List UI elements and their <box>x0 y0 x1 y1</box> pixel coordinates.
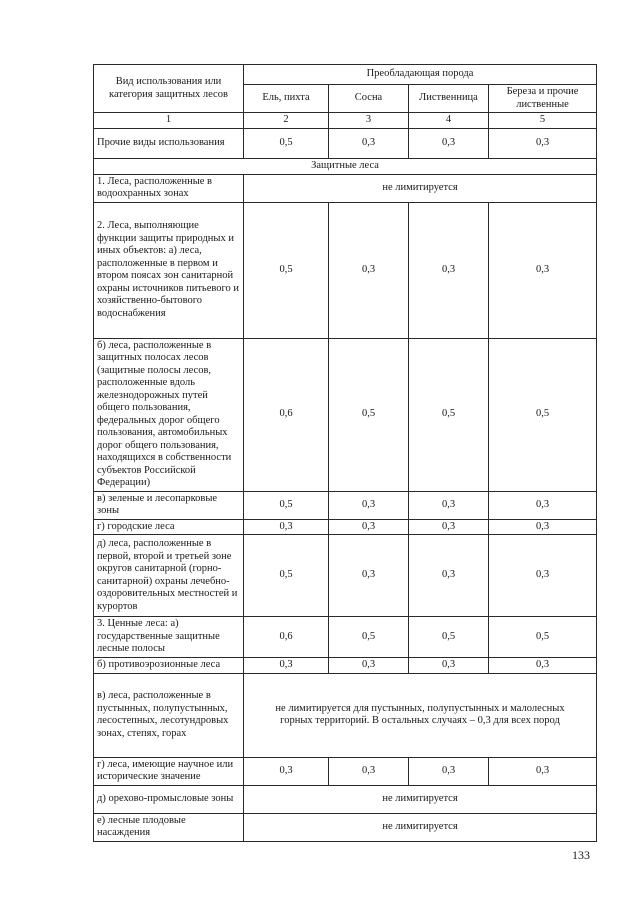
value-cell: 0,3 <box>329 535 409 617</box>
column-number: 1 <box>94 113 244 129</box>
row-label: 2. Леса, выполняющие функции защиты природных и иных объектов: а) леса, расположенные в первом и втором поясах зон санитарной охраны источников питьевого и хозяйственно-бытового водоснабжения <box>94 202 244 338</box>
value-cell: 0,5 <box>329 617 409 658</box>
row-label: Прочие виды использования <box>94 128 244 158</box>
value-cell: 0,3 <box>409 757 489 785</box>
value-cell: 0,3 <box>329 757 409 785</box>
value-cell: 0,5 <box>489 338 597 491</box>
table-row <box>94 128 597 158</box>
column-number: 3 <box>329 113 409 129</box>
value-cell: 0,3 <box>329 658 409 674</box>
value-cell: 0,3 <box>489 658 597 674</box>
row-label: д) леса, расположенные в первой, второй и третьей зоне округов санитарной (горно-санитарной) охраны лечебно-оздоровительных местностей и курортов <box>94 535 244 617</box>
value-cell: 0,3 <box>409 128 489 158</box>
value-cell: 0,3 <box>489 535 597 617</box>
row-label: 3. Ценные леса: а) государственные защитные лесные полосы <box>94 617 244 658</box>
column-number: 2 <box>244 113 329 129</box>
value-cell: 0,5 <box>409 617 489 658</box>
value-cell: 0,5 <box>489 617 597 658</box>
row-label: г) леса, имеющие научное или исторические значение <box>94 757 244 785</box>
species-group-header: Преобладающая порода <box>244 65 597 85</box>
row-label: г) городские леса <box>94 519 244 535</box>
species-header: Сосна <box>329 85 409 113</box>
table-row <box>94 813 597 841</box>
value-cell: 0,5 <box>244 202 329 338</box>
value-cell: 0,3 <box>489 202 597 338</box>
value-cell: 0,3 <box>489 757 597 785</box>
table-row <box>94 202 597 338</box>
merged-value-cell: не лимитируется <box>244 174 597 202</box>
table-row <box>94 535 597 617</box>
value-cell: 0,3 <box>329 128 409 158</box>
row-label: в) зеленые и лесопарковые зоны <box>94 491 244 519</box>
row-label: д) орехово-промысловые зоны <box>94 785 244 813</box>
value-cell: 0,6 <box>244 617 329 658</box>
row-label: в) леса, расположенные в пустынных, полупустынных, лесостепных, лесотундровых зонах, степях, горах <box>94 673 244 757</box>
value-cell: 0,3 <box>489 491 597 519</box>
value-cell: 0,5 <box>409 338 489 491</box>
table-row <box>94 519 597 535</box>
value-cell: 0,3 <box>409 519 489 535</box>
table-row <box>94 491 597 519</box>
logging-norms-table <box>93 64 597 842</box>
value-cell: 0,5 <box>244 535 329 617</box>
value-cell: 0,3 <box>244 519 329 535</box>
value-cell: 0,3 <box>244 757 329 785</box>
value-cell: 0,3 <box>409 491 489 519</box>
species-header: Береза и прочие лиственные <box>489 85 597 113</box>
value-cell: 0,3 <box>489 519 597 535</box>
table-row <box>94 338 597 491</box>
merged-value-cell: не лимитируется <box>244 785 597 813</box>
value-cell: 0,6 <box>244 338 329 491</box>
table-row <box>94 785 597 813</box>
row-label: 1. Леса, расположенные в водоохранных зонах <box>94 174 244 202</box>
column-number-row <box>94 113 597 129</box>
value-cell: 0,3 <box>329 491 409 519</box>
value-cell: 0,5 <box>329 338 409 491</box>
value-cell: 0,3 <box>329 519 409 535</box>
column-number: 5 <box>489 113 597 129</box>
row-label: б) противоэрозионные леса <box>94 658 244 674</box>
value-cell: 0,3 <box>409 535 489 617</box>
value-cell: 0,3 <box>489 128 597 158</box>
table-row <box>94 673 597 757</box>
table-row <box>94 174 597 202</box>
row-label: б) леса, расположенные в защитных полосах лесов (защитные полосы лесов, расположенные вдоль железнодорожных путей общего пользования, федеральных дорог общего пользования, автомобильных дорог общего пользования, находящихся в собственности субъектов Российской Федерации) <box>94 338 244 491</box>
merged-value-cell: не лимитируется <box>244 813 597 841</box>
value-cell: 0,5 <box>244 128 329 158</box>
column-number: 4 <box>409 113 489 129</box>
category-header: Вид использования или категория защитных лесов <box>94 65 244 113</box>
species-header: Лиственница <box>409 85 489 113</box>
species-header: Ель, пихта <box>244 85 329 113</box>
section-header: Защитные леса <box>94 158 597 174</box>
header-row <box>94 65 597 85</box>
table-row <box>94 658 597 674</box>
value-cell: 0,3 <box>409 658 489 674</box>
section-header-row <box>94 158 597 174</box>
merged-value-cell: не лимитируется для пустынных, полупустынных и малолесных горных территорий. В остальных случаях – 0,3 для всех пород <box>244 673 597 757</box>
row-label: е) лесные плодовые насаждения <box>94 813 244 841</box>
page-number: 133 <box>572 848 590 862</box>
value-cell: 0,5 <box>244 491 329 519</box>
value-cell: 0,3 <box>244 658 329 674</box>
table-row <box>94 757 597 785</box>
value-cell: 0,3 <box>329 202 409 338</box>
value-cell: 0,3 <box>409 202 489 338</box>
table-row <box>94 617 597 658</box>
